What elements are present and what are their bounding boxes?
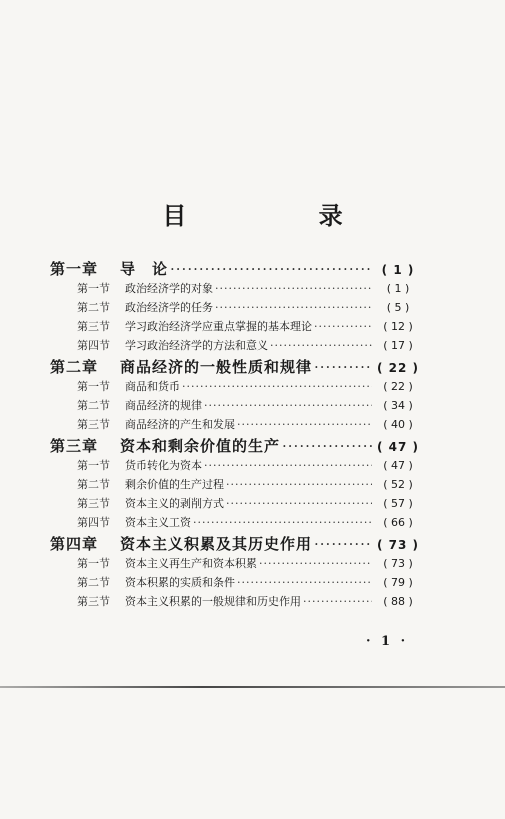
page-reference: ( 17 ): [383, 339, 413, 352]
section-number: 第二节: [77, 399, 110, 412]
toc-section-row: [50, 476, 422, 495]
chapter-number: 第三章: [50, 437, 99, 455]
page-reference: ( 57 ): [383, 497, 413, 510]
section-title: 学习政治经济学的方法和意义: [125, 339, 268, 352]
page-number: · 1 ·: [366, 634, 409, 649]
dot-leader: [303, 595, 372, 608]
section-title: 商品经济的产生和发展: [125, 418, 235, 431]
section-number: 第一节: [77, 459, 110, 472]
chapter-number: 第二章: [50, 358, 99, 376]
toc-section-row: [50, 378, 422, 397]
chapter-number: 第一章: [50, 260, 99, 278]
toc-section-row: [50, 593, 422, 612]
page-reference: ( 66 ): [383, 516, 413, 529]
toc-chapter-row: [50, 258, 422, 280]
toc-section-row: [50, 397, 422, 416]
section-title: 政治经济学的任务: [125, 301, 213, 314]
section-title: 商品经济的规律: [125, 399, 202, 412]
section-number: 第四节: [77, 339, 110, 352]
page-title: 目 录: [162, 201, 405, 230]
section-number: 第二节: [77, 478, 110, 491]
toc-section-row: [50, 574, 422, 593]
dot-leader: [259, 557, 372, 570]
section-number: 第三节: [77, 497, 110, 510]
section-title: 学习政治经济学应重点掌握的基本理论: [125, 320, 312, 333]
dot-leader: [182, 380, 372, 393]
page-reference: ( 40 ): [383, 418, 413, 431]
section-number: 第一节: [77, 380, 110, 393]
toc-section-row: [50, 495, 422, 514]
page-reference: ( 34 ): [383, 399, 413, 412]
page-reference: ( 52 ): [383, 478, 413, 491]
toc-section-row: [50, 318, 422, 337]
section-number: 第四节: [77, 516, 110, 529]
page-reference: ( 73 ): [376, 538, 420, 552]
page-reference: ( 1 ): [386, 282, 410, 295]
chapter-number: 第四章: [50, 535, 99, 553]
page-reference: ( 73 ): [383, 557, 413, 570]
dot-leader: [314, 535, 372, 553]
section-number: 第二节: [77, 576, 110, 589]
section-title: 资本主义积累的一般规律和历史作用: [125, 595, 301, 608]
toc-section-row: [50, 280, 422, 299]
dot-leader: [237, 418, 372, 431]
toc-section-row: [50, 416, 422, 435]
section-title: 政治经济学的对象: [125, 282, 213, 295]
page-reference: ( 88 ): [383, 595, 413, 608]
bottom-rule: [0, 686, 505, 688]
page-reference: ( 47 ): [383, 459, 413, 472]
page-reference: ( 5 ): [386, 301, 410, 314]
toc-section-row: [50, 337, 422, 356]
section-title: 货币转化为资本: [125, 459, 202, 472]
page-reference: ( 79 ): [383, 576, 413, 589]
page-reference: ( 22 ): [376, 361, 420, 375]
section-number: 第一节: [77, 282, 110, 295]
toc-section-row: [50, 514, 422, 533]
section-title: 资本主义再生产和资本积累: [125, 557, 257, 570]
page-reference: ( 22 ): [383, 380, 413, 393]
dot-leader: [215, 282, 372, 295]
section-number: 第二节: [77, 301, 110, 314]
dot-leader: [226, 478, 372, 491]
dot-leader: [237, 576, 372, 589]
toc-chapter-row: [50, 356, 422, 378]
page-reference: ( 47 ): [376, 440, 420, 454]
toc-chapter-row: [50, 533, 422, 555]
dot-leader: [170, 260, 372, 278]
section-number: 第三节: [77, 595, 110, 608]
section-number: 第三节: [77, 320, 110, 333]
section-title: 剩余价值的生产过程: [125, 478, 224, 491]
dot-leader: [193, 516, 372, 529]
chapter-title: 资本主义积累及其历史作用: [120, 535, 313, 553]
page-reference: ( 1 ): [381, 263, 415, 277]
table-of-contents: [50, 258, 422, 612]
section-number: 第一节: [77, 557, 110, 570]
dot-leader: [226, 497, 372, 510]
toc-chapter-row: [50, 435, 422, 457]
toc-section-row: [50, 457, 422, 476]
dot-leader: [282, 437, 372, 455]
section-number: 第三节: [77, 418, 110, 431]
page-reference: ( 12 ): [383, 320, 413, 333]
chapter-title: 商品经济的一般性质和规律: [120, 358, 313, 376]
section-title: 资本积累的实质和条件: [125, 576, 235, 589]
chapter-title: 导 论: [120, 260, 169, 278]
dot-leader: [204, 399, 372, 412]
section-title: 资本主义工资: [125, 516, 191, 529]
dot-leader: [270, 339, 372, 352]
section-title: 商品和货币: [125, 380, 180, 393]
chapter-title: 资本和剩余价值的生产: [120, 437, 281, 455]
dot-leader: [314, 358, 372, 376]
dot-leader: [215, 301, 372, 314]
toc-section-row: [50, 555, 422, 574]
dot-leader: [204, 459, 372, 472]
section-title: 资本主义的剥削方式: [125, 497, 224, 510]
dot-leader: [314, 320, 372, 333]
toc-section-row: [50, 299, 422, 318]
